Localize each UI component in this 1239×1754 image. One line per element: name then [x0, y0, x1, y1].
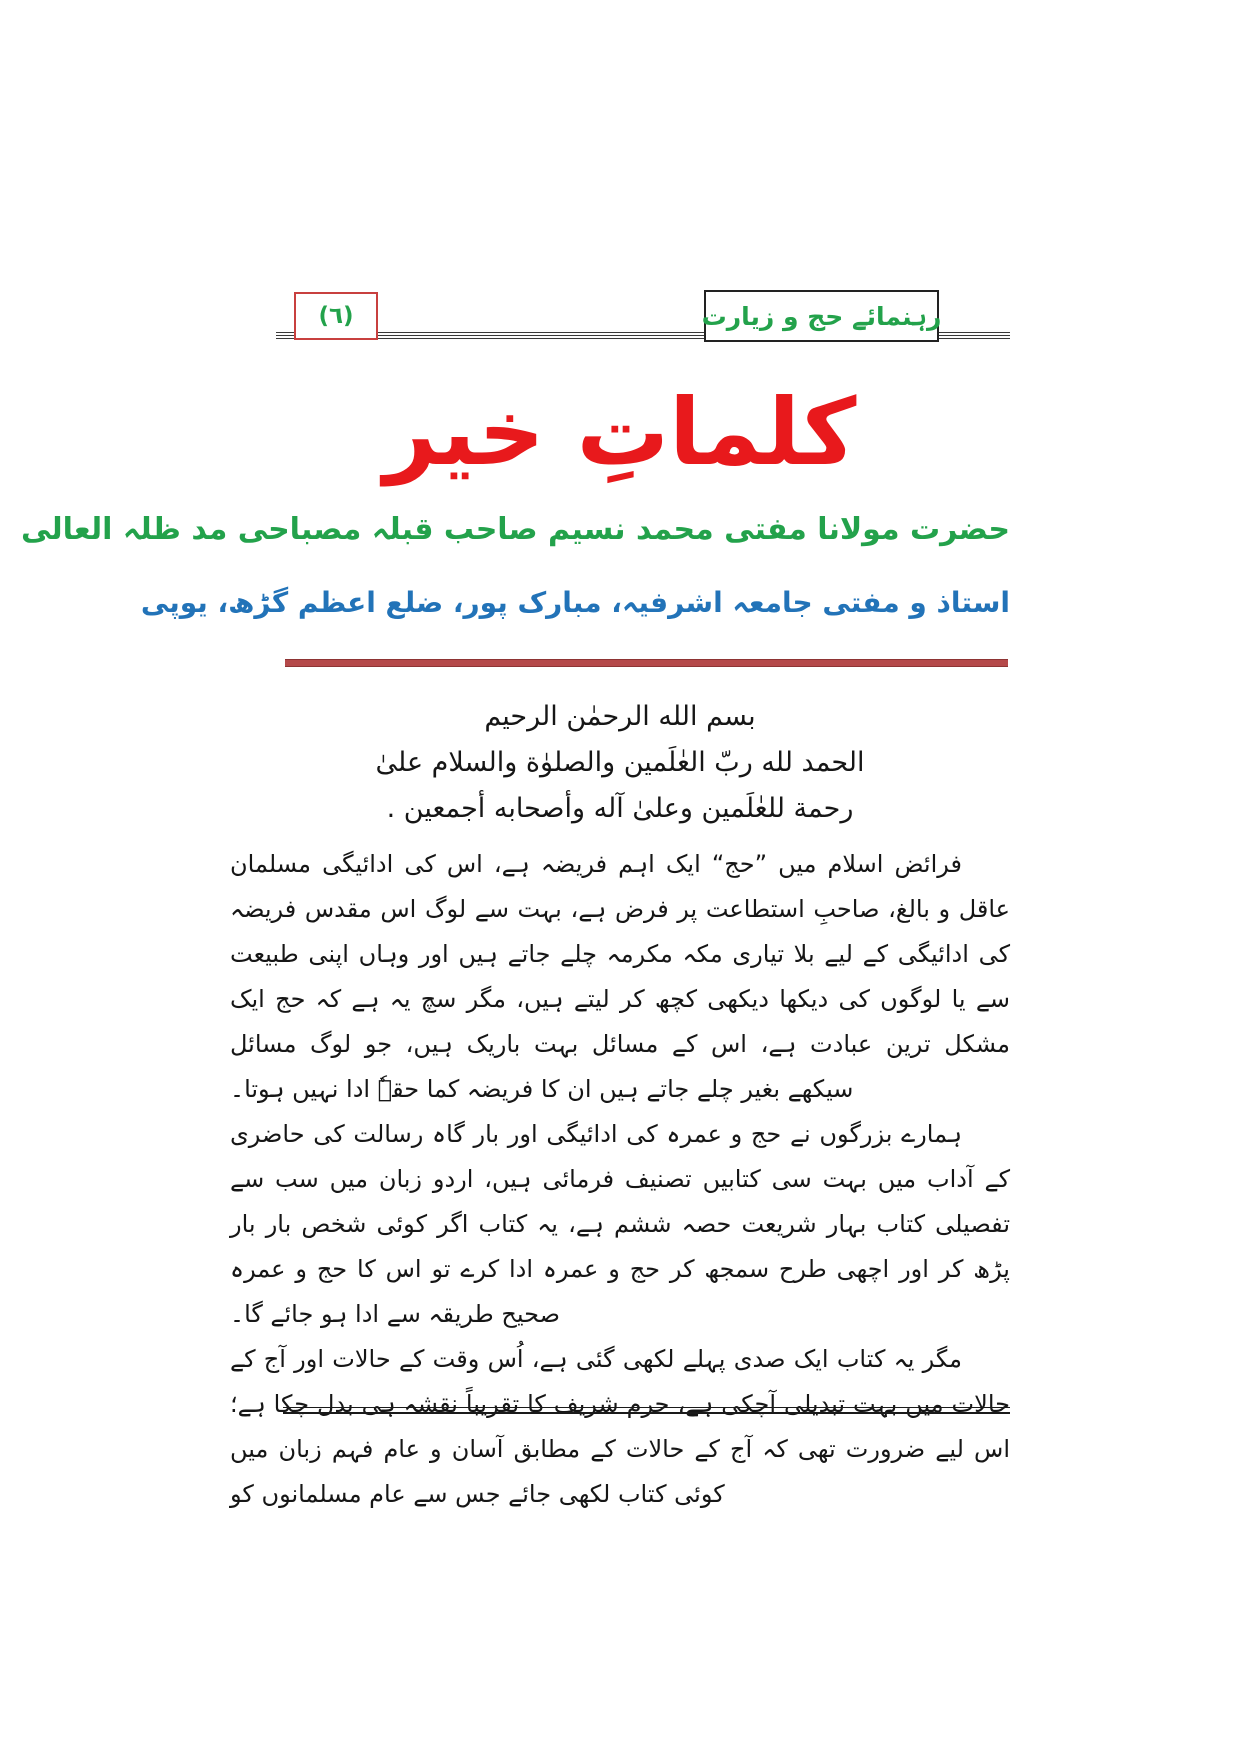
paragraph-3: مگر یہ کتاب ایک صدی پہلے لکھی گئی ہے، اُس وقت کے حالات اور آج کے حالات میں بہت تبدیلی آچکی ہے، حرم شریف کا تقریباً نقشہ ہی بدل چکا ہے؛ اس لیے ضرورت تھی کہ آج کے حالات کے مطابق آسان و عام فہم زبان میں کوئی کتاب لکھی جائے جس سے عام مسلمانوں کو: [230, 1345, 1010, 1508]
page-number: (٦): [318, 303, 354, 329]
author-affiliation: استاذ و مفتی جامعہ اشرفیہ، مبارک پور، ضلع اعظم گڑھ، یوپی: [140, 586, 1010, 619]
chapter-title: کلماتِ خیر: [383, 379, 857, 486]
paragraph-2: ہمارے بزرگوں نے حج و عمرہ کی ادائیگی اور بار گاہ رسالت کی حاضری کے آداب میں بہت سی کتابیں تصنیف فرمائی ہیں، اردو زبان میں سب سے تفصیلی کتاب بہار شریعت حصہ ششم ہے، یہ کتاب اگر کوئی شخص بار بار پڑھ کر اور اچھی طرح سمجھ کر حج و عمرہ ادا کرے تو اس کا حج و عمرہ صحیح طریقہ سے ادا ہو جائے گا۔: [230, 1120, 1010, 1328]
red-divider-rule: [285, 659, 1008, 667]
book-title: رہنمائے حج و زیارت: [701, 301, 942, 331]
bismillah-line: بسم الله الرحمٰن الرحيم: [484, 701, 756, 732]
author-name: حضرت مولانا مفتی محمد نسیم صاحب قبلہ مصباحی مد ظلہ العالی: [21, 512, 1010, 547]
paragraph-1: فرائض اسلام میں ”حج“ ایک اہم فریضہ ہے، اس کی ادائیگی مسلمان عاقل و بالغ، صاحبِ استطاعت پر فرض ہے، بہت سے لوگ اس مقدس فریضہ کی ادائیگی کے لیے بلا تیاری مکہ مکرمہ چلے جاتے ہیں اور وہاں اپنی طبیعت سے یا لوگوں کی دیکھا دیکھی کچھ کر لیتے ہیں، مگر سچ یہ ہے کہ حج ایک مشکل ترین عبادت ہے، اس کے مسائل بہت باریک ہیں، جو لوگ مسائل سیکھے بغیر چلے جاتے ہیں ان کا فریضہ کما حقہٗ ادا نہیں ہوتا۔: [230, 850, 1010, 1103]
hamd-line-2: رحمة للعٰلَمين وعلىٰ آله وأصحابه أجمعين .: [386, 793, 854, 824]
hamd-line-1: الحمد لله ربّ العٰلَمين والصلوٰة والسلام علىٰ: [375, 747, 865, 778]
invocation-block: [230, 694, 1010, 832]
body-text: [230, 842, 1010, 1517]
book-title-box: [701, 290, 942, 342]
footer-double-rule: [283, 1407, 1010, 1414]
page-number-box: [294, 292, 378, 340]
